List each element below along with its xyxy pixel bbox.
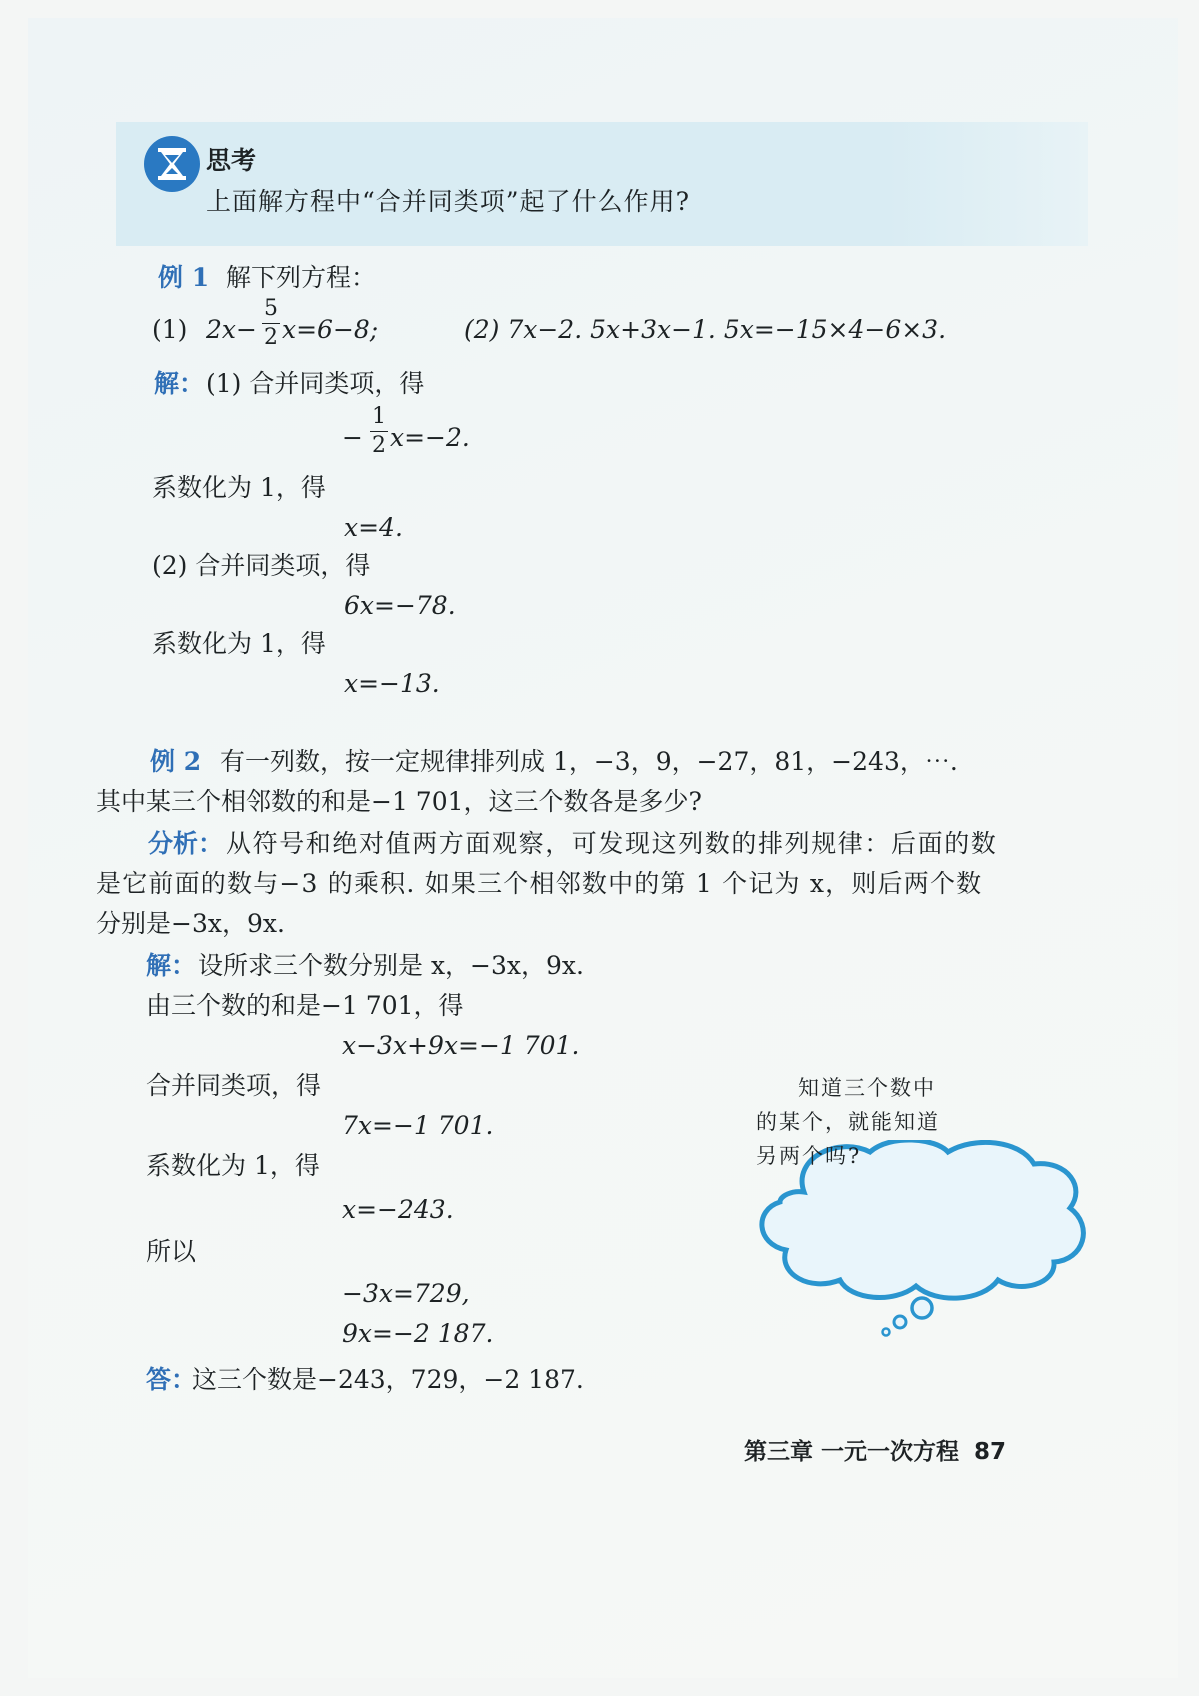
step1-post: x=−2. — [390, 423, 470, 452]
think-title: 思考 — [206, 146, 257, 175]
sol-line1: 设所求三个数分别是 x，−3x，9x. — [198, 951, 584, 980]
step1-pre: − — [342, 423, 363, 452]
eq1-number: (1) — [152, 315, 188, 344]
solution-line-7: x=−13. — [344, 669, 440, 698]
eq1-pre: 2x− — [206, 315, 257, 344]
step1-frac-den: 2 — [372, 433, 386, 458]
solution-line-1: (1) 合并同类项，得 — [206, 369, 425, 398]
answer-text: 这三个数是−243，729，−2 187. — [192, 1365, 584, 1394]
eq-d: −3x=729, — [342, 1279, 470, 1308]
example1-label: 例 1 — [158, 263, 210, 292]
solution-line-6: 系数化为 1，得 — [152, 629, 326, 658]
page-number: 87 — [974, 1439, 1007, 1465]
eq1-frac-den: 2 — [264, 325, 278, 350]
solution-line-4: (2) 合并同类项，得 — [152, 551, 371, 580]
step1-fraction — [370, 404, 388, 459]
example1-solution-label: 解： — [154, 369, 205, 398]
eq1-frac-num: 5 — [264, 296, 278, 321]
fraction-bar — [262, 323, 280, 324]
eq-e: 9x=−2 187. — [342, 1319, 494, 1348]
fraction-bar — [370, 431, 388, 432]
eq1-fraction — [262, 296, 280, 351]
analysis-line1: 从符号和绝对值两方面观察，可发现这列数的排列规律：后面的数 — [226, 829, 998, 858]
eq1-post: x=6−8; — [282, 315, 379, 344]
step1-frac-num: 1 — [372, 404, 386, 429]
footer-chapter: 第三章 一元一次方程 — [744, 1439, 960, 1465]
sol-line5: 所以 — [146, 1237, 197, 1266]
example2-label: 例 2 — [150, 747, 202, 776]
example2-problem-line1: 有一列数，按一定规律排列成 1，−3，9，−27，81，−243，⋯. — [220, 747, 958, 776]
analysis-label: 分析： — [148, 829, 224, 858]
bubble-line2: 的某个，就能知道 — [756, 1110, 940, 1134]
answer-label: 答： — [146, 1365, 197, 1394]
eq2: (2) 7x−2. 5x+3x−1. 5x=−15×4−6×3. — [464, 315, 947, 344]
eq-a: x−3x+9x=−1 701. — [342, 1031, 580, 1060]
solution-line-3: x=4. — [344, 513, 403, 542]
sol-line3: 合并同类项，得 — [146, 1071, 322, 1100]
eq-b: 7x=−1 701. — [342, 1111, 494, 1140]
bubble-line1: 知道三个数中 — [798, 1076, 936, 1100]
example2-problem-line2: 其中某三个相邻数的和是−1 701，这三个数各是多少? — [96, 787, 702, 816]
example1-prompt: 解下列方程： — [226, 263, 377, 292]
solution-line-2: 系数化为 1，得 — [152, 473, 326, 502]
sol-line2: 由三个数的和是−1 701，得 — [146, 991, 464, 1020]
eq-c: x=−243. — [342, 1195, 454, 1224]
example2-solution-label: 解： — [146, 951, 197, 980]
bubble-line3: 另两个吗? — [756, 1144, 862, 1168]
analysis-line2: 是它前面的数与−3 的乘积. 如果三个相邻数中的第 1 个记为 x，则后两个数 — [96, 869, 983, 898]
think-question: 上面解方程中“合并同类项”起了什么作用? — [206, 187, 690, 216]
solution-line-5: 6x=−78. — [344, 591, 456, 620]
sol-line4: 系数化为 1，得 — [146, 1151, 320, 1180]
analysis-line3: 分别是−3x，9x. — [96, 909, 285, 938]
think-box — [116, 122, 1088, 246]
hourglass-icon — [144, 136, 200, 192]
